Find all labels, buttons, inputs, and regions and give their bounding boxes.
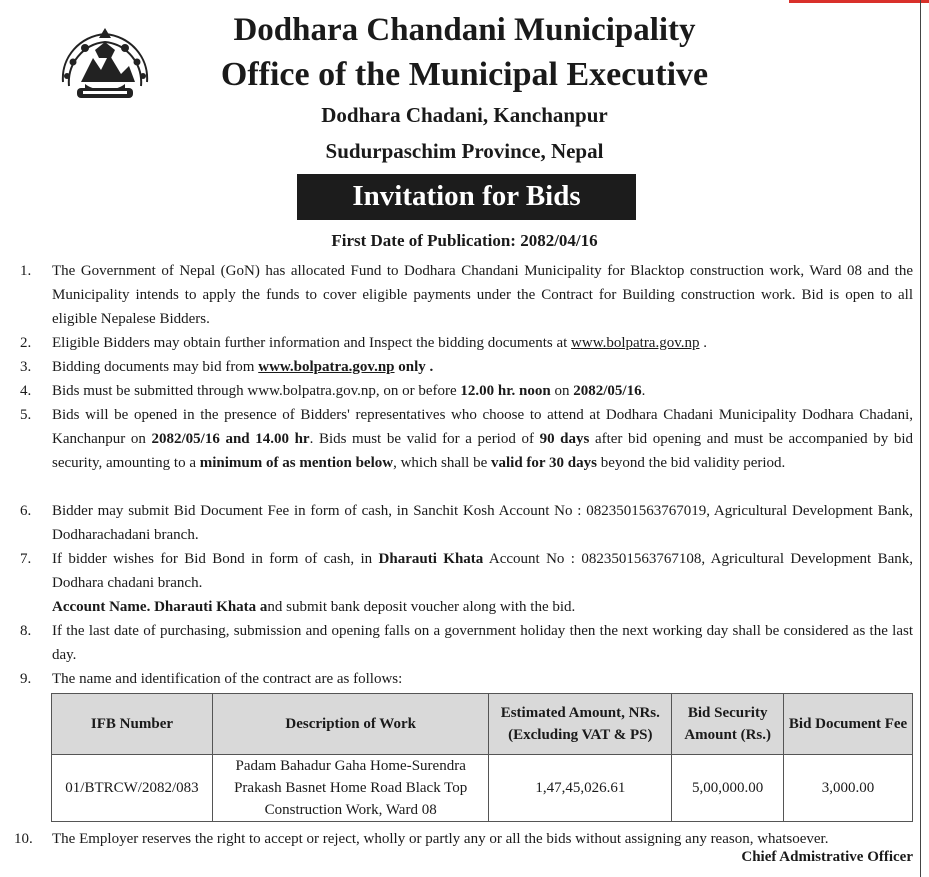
text-run: Bids will be opened in the presence of Bidders' representatives who choose to attend at Dodhara Chadani Municipality Dodhara Chadani, Kanchanpur on bbox=[52, 407, 913, 447]
text-run: Account No : 0823501563767108, Agricultural Development Bank, Dodhara chadani branch. bbox=[52, 551, 913, 591]
office-name: Office of the Municipal Executive bbox=[220, 56, 709, 93]
security-validity: valid for 30 days bbox=[491, 455, 597, 471]
item-number: 10. bbox=[14, 831, 33, 847]
text-run: Eligible Bidders may obtain further information and Inspect the bidding documents at bbox=[52, 335, 572, 351]
estimated-amount-cell: 1,47,45,026.61 bbox=[489, 755, 672, 822]
item-text: The name and identification of the contract are as follows: bbox=[52, 671, 403, 687]
item-text bbox=[52, 379, 913, 403]
column-header: IFB Number bbox=[52, 694, 213, 755]
opening-date: 2082/05/16 and 14.00 hr bbox=[151, 431, 310, 447]
item-number: 1. bbox=[20, 263, 32, 279]
ifb-number-cell: 01/BTRCW/2082/083 bbox=[52, 755, 213, 822]
location-line: Dodhara Chadani, Kanchanpur bbox=[321, 103, 608, 127]
dharauti-khata: Dharauti Khata bbox=[378, 551, 484, 567]
item-number: 7. bbox=[20, 551, 32, 567]
item-number: 4. bbox=[20, 383, 32, 399]
municipality-name: Dodhara Chandani Municipality bbox=[233, 12, 696, 48]
description-cell: Padam Bahadur Gaha Home-Surendra Prakash Basnet Home Road Black Top Construction Work, Ward 08 bbox=[212, 755, 489, 822]
text-run: on bbox=[550, 383, 574, 399]
item-number: 3. bbox=[20, 359, 32, 375]
bolpatra-link[interactable]: www.bolpatra.gov.np bbox=[571, 335, 700, 351]
item-text: If the last date of purchasing, submission and opening falls on a government holiday then the next working day shall be considered as the last day. bbox=[52, 623, 913, 663]
deadline-date: 2082/05/16 bbox=[573, 383, 642, 399]
item-text: Bidder may submit Bid Document Fee in form of cash, in Sanchit Kosh Account No : 0823501563767019, Agricultural Development Bank, Dodharachadani branch. bbox=[52, 503, 913, 543]
text-run: Bids must be submitted through www.bolpatra.gov.np, on or before bbox=[52, 383, 461, 399]
item-text bbox=[52, 547, 913, 595]
deadline-time: 12.00 hr. noon bbox=[460, 383, 551, 399]
item-number: 9. bbox=[20, 671, 32, 687]
text-run: . bbox=[641, 383, 646, 399]
text-run: . bbox=[699, 335, 707, 351]
text-run: Bidding documents may bid from bbox=[52, 359, 259, 375]
text-run: , which shall be bbox=[393, 455, 491, 471]
item-text bbox=[52, 403, 913, 475]
text-run: nd submit bank deposit voucher along with the bid. bbox=[267, 599, 576, 615]
item-text bbox=[52, 331, 913, 355]
corner-red-mark bbox=[789, 0, 929, 3]
contract-table bbox=[51, 693, 913, 822]
item-text: The Employer reserves the right to accept or reject, wholly or partly any or all the bids without assigning any reason, whatsoever. bbox=[52, 831, 829, 847]
text-run: after bid opening and must be accompanied by bid security, amounting to a bbox=[52, 431, 913, 471]
column-header: Bid Security Amount (Rs.) bbox=[672, 694, 784, 755]
signature-title: Chief Admistrative Officer bbox=[741, 849, 913, 865]
right-border-line bbox=[920, 0, 921, 877]
column-header: Bid Document Fee bbox=[784, 694, 913, 755]
text-run: . Bids must be valid for a period of bbox=[309, 431, 540, 447]
column-header: Description of Work bbox=[212, 694, 489, 755]
item-number: 2. bbox=[20, 335, 32, 351]
text-run: If bidder wishes for Bid Bond in form of cash, in bbox=[52, 551, 379, 567]
item-number: 8. bbox=[20, 623, 32, 639]
validity-period: 90 days bbox=[539, 431, 590, 447]
item-text: The Government of Nepal (GoN) has allocated Fund to Dodhara Chandani Municipality for Blacktop construction work, Ward 08 and the Municipality intends to apply the funds to cover eligible payments under the Contract for Building construction work. Bid is open to all eligible Nepalese Bidders. bbox=[52, 263, 913, 327]
table-header-row bbox=[52, 694, 913, 755]
document-fee-cell: 3,000.00 bbox=[784, 755, 913, 822]
security-minimum: minimum of as mention below bbox=[199, 455, 394, 471]
publication-date: First Date of Publication: 2082/04/16 bbox=[331, 231, 598, 250]
text-run: only . bbox=[394, 359, 434, 375]
account-name-line bbox=[52, 595, 913, 619]
account-name: Account Name. Dharauti Khata a bbox=[52, 599, 268, 615]
table-row bbox=[52, 755, 913, 822]
column-header: Estimated Amount, NRs. (Excluding VAT & PS) bbox=[489, 694, 672, 755]
item-number: 5. bbox=[20, 407, 32, 423]
bid-security-cell: 5,00,000.00 bbox=[672, 755, 784, 822]
text-run: beyond the bid validity period. bbox=[597, 455, 786, 471]
item-text bbox=[52, 355, 913, 379]
bolpatra-link[interactable]: www.bolpatra.gov.np bbox=[258, 359, 395, 375]
province-line: Sudurpaschim Province, Nepal bbox=[325, 139, 604, 163]
invitation-banner: Invitation for Bids bbox=[297, 174, 636, 220]
item-number: 6. bbox=[20, 503, 32, 519]
